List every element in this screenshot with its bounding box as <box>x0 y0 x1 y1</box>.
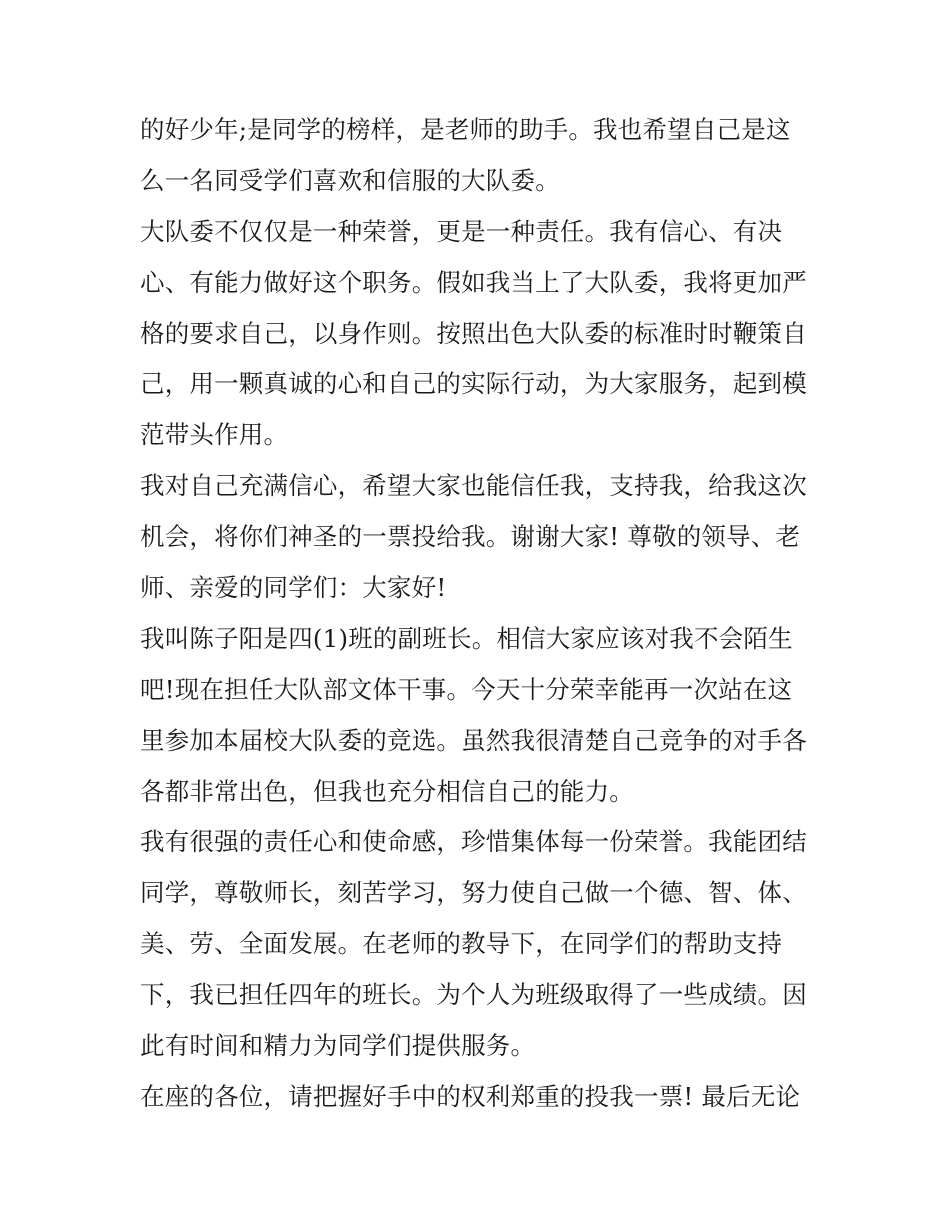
text-line: 我对自己充满信心，希望大家也能信任我，支持我，给我这次 <box>140 471 807 501</box>
text-line: 我叫陈子阳是四(1)班的副班长。相信大家应该对我不会陌生 <box>140 623 793 653</box>
text-line: 吧!现在担任大队部文体干事。今天十分荣幸能再一次站在这 <box>140 674 793 704</box>
text-line: 的好少年;是同学的榜样，是老师的助手。我也希望自己是这 <box>140 115 791 144</box>
text-line: 么一名同受学们喜欢和信服的大队委。 <box>140 165 560 195</box>
text-line: 范带头作用。 <box>140 420 289 450</box>
text-line: 在座的各位，请把握好手中的权利郑重的投我一票! 最后无论 <box>140 1081 801 1111</box>
text-line: 心、有能力做好这个职务。假如我当上了大队委，我将更加严 <box>140 267 807 297</box>
document-body <box>140 105 820 1123</box>
text-line: 同学，尊敬师长，刻苦学习，努力使自己做一个德、智、体、 <box>140 878 807 908</box>
text-line: 此有时间和精力为同学们提供服务。 <box>140 1031 536 1061</box>
text-line: 里参加本届校大队委的竞选。虽然我很清楚自己竞争的对手各 <box>140 725 807 755</box>
text-line: 格的要求自己，以身作则。按照出色大队委的标准时时鞭策自 <box>140 318 807 348</box>
text-line: 大队委不仅仅是一种荣誉，更是一种责任。我有信心、有决 <box>140 216 783 246</box>
text-line: 己，用一颗真诚的心和自己的实际行动，为大家服务，起到模 <box>140 369 807 399</box>
text-line: 机会，将你们神圣的一票投给我。谢谢大家! 尊敬的领导、老 <box>140 522 801 552</box>
text-line: 我有很强的责任心和使命感，珍惜集体每一份荣誉。我能团结 <box>140 827 807 857</box>
text-line: 美、劳、全面发展。在老师的教导下，在同学们的帮助支持 <box>140 929 783 959</box>
text-line: 师、亲爱的同学们：大家好! <box>140 573 447 603</box>
text-line: 下，我已担任四年的班长。为个人为班级取得了一些成绩。因 <box>140 980 807 1010</box>
text-line: 各都非常出色，但我也充分相信自己的能力。 <box>140 776 634 806</box>
